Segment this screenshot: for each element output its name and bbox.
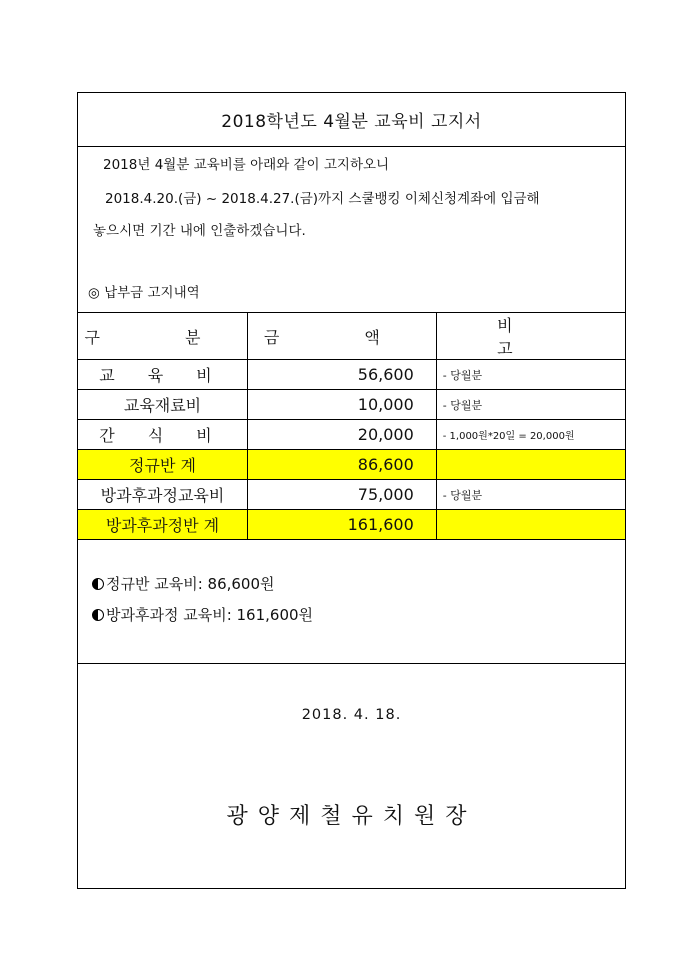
row-note: - 1,000원*20일 = 20,000원 xyxy=(436,420,625,450)
table-row xyxy=(78,390,625,420)
intro-line-2: 2018.4.20.(금) ~ 2018.4.27.(금)까지 스쿨뱅킹 이체신청계좌에 입금해 xyxy=(105,191,540,207)
row-note: - 당월분 xyxy=(436,390,625,420)
header-item: 구 분 xyxy=(78,313,248,360)
row-note: - 당월분 xyxy=(436,480,625,510)
half-filled-circle-icon xyxy=(92,609,104,621)
organization-signature: 광양제철유치원장 xyxy=(226,804,477,829)
notice-frame xyxy=(77,92,626,889)
intro-line-1: 2018년 4월분 교육비를 아래와 같이 고지하오니 xyxy=(103,157,390,173)
row-item: 간 식 비 xyxy=(78,420,248,450)
table-row-total xyxy=(78,510,625,540)
summary-afterschool: 방과후과정 교육비: 161,600원 xyxy=(92,604,313,625)
row-amount: 10,000 xyxy=(248,390,437,420)
page-title: 2018학년도 4월분 교육비 고지서 xyxy=(78,93,625,147)
row-amount: 20,000 xyxy=(248,420,437,450)
table-row xyxy=(78,480,625,510)
row-item: 방과후과정교육비 xyxy=(78,480,248,510)
header-amount: 금 액 xyxy=(248,313,437,360)
section-label: ◎ 납부금 고지내역 xyxy=(88,285,200,301)
header-note: 비 고 xyxy=(436,313,625,360)
issue-date: 2018. 4. 18. xyxy=(301,707,402,723)
summary-regular: 정규반 교육비: 86,600원 xyxy=(92,573,275,594)
table-row xyxy=(78,360,625,390)
intro-line-3: 놓으시면 기간 내에 인출하겠습니다. xyxy=(93,223,306,239)
row-item: 교 육 비 xyxy=(78,360,248,390)
table-row-subtotal xyxy=(78,450,625,480)
row-amount: 56,600 xyxy=(248,360,437,390)
row-item: 정규반 계 xyxy=(78,450,248,480)
row-note xyxy=(436,510,625,540)
half-filled-circle-icon xyxy=(92,578,104,590)
row-item: 방과후과정반 계 xyxy=(78,510,248,540)
row-amount: 86,600 xyxy=(248,450,437,480)
section-divider xyxy=(78,663,625,664)
fee-table xyxy=(78,312,625,540)
row-item: 교육재료비 xyxy=(78,390,248,420)
row-amount: 75,000 xyxy=(248,480,437,510)
row-note xyxy=(436,450,625,480)
row-note: - 당월분 xyxy=(436,360,625,390)
table-header-row xyxy=(78,313,625,360)
row-amount: 161,600 xyxy=(248,510,437,540)
table-row xyxy=(78,420,625,450)
